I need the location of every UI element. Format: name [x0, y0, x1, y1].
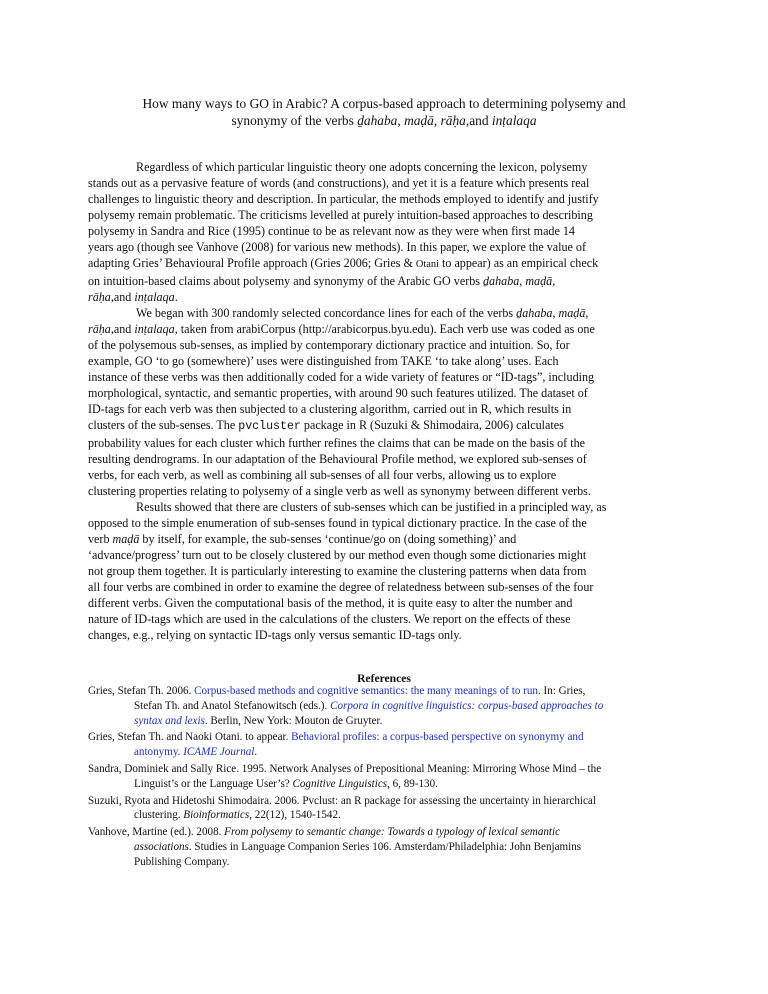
reference-link[interactable]: Corpus-based methods and cognitive semantics: the many meanings of to run: [194, 685, 538, 697]
p2-line: clusters of the sub-senses. The pvcluster package in R (Suzuki & Shimodaira, 2006) calculates: [88, 418, 564, 433]
p3-line: not group them together. It is particularly interesting to examine the clustering patterns when data from: [88, 564, 587, 578]
otani-name: Otani: [415, 259, 439, 270]
references-heading: References: [357, 672, 411, 685]
title-line-1: How many ways to GO in Arabic? A corpus-based approach to determining polysemy and: [142, 96, 626, 111]
reference-link[interactable]: Corpora in cognitive linguistics: corpus-based approaches to: [330, 699, 604, 712]
p2-line: example, GO ‘to go (somewhere)’ uses were distinguished from TAKE ‘to take along’ uses. Each: [88, 354, 559, 368]
p2-line: ID-tags for each verb was then subjected to a clustering algorithm, carried out in R, which results in: [88, 402, 572, 416]
p2-line: morphological, syntactic, and semantic properties, with around 90 such features utilized. The dataset of: [88, 386, 588, 400]
p3-line: opposed to the simple enumeration of sub-senses found in typical dictionary practice. In the case of the: [88, 516, 587, 530]
p1-line: challenges to linguistic theory and description. In particular, the methods employed to identify and justify: [88, 192, 599, 206]
reference-link[interactable]: antonymy: [134, 746, 178, 759]
reference-suzuki: Suzuki, Ryota and Hidetoshi Shimodaira. 2006. Pvclust: an R package for assessing the uncertainty in hierarchical clustering. Bioinformatics, 22(12), 1540-1542.: [88, 794, 596, 822]
p3-line: all four verbs are combined in order to examine the degree of relatedness between sub-senses of the four: [88, 580, 594, 594]
reference-gries-otani: Gries, Stefan Th. and Naoki Otani. to appear. Behavioral profiles: a corpus-based perspective on synonymy and antonymy. ICAME Journal.: [88, 731, 584, 759]
abstract-body: [88, 159, 680, 643]
p1-line: adapting Gries’ Behavioural Profile approach (Gries 2006; Gries & Otani to appear) as an empirical check: [88, 256, 599, 270]
p1-line: rāḥa,and inṭalaqa.: [88, 290, 178, 304]
p1-line: polysemy in Sandra and Rice (1995) continue to be as relevant now as they were when first made 14: [88, 224, 575, 238]
references-list: [88, 684, 688, 872]
verb-dhahaba: ḏahaba: [357, 113, 398, 128]
title-line-2: synonymy of the verbs ḏahaba, maḍā, rāḥa,and inṭalaqa: [231, 113, 537, 128]
paper-title: [80, 95, 688, 129]
p2-line: instance of these verbs was then additionally coded for a wide variety of features or “ID-tags”, including: [88, 370, 595, 384]
p3-line: changes, e.g., relying on syntactic ID-tags only versus semantic ID-tags only.: [88, 628, 462, 642]
p2-line: of the polysemous sub-senses, as implied by contemporary dictionary practice and intuition. So, for: [88, 338, 570, 352]
reference-link[interactable]: Behavioral profiles: a corpus-based perspective on synonymy and: [291, 731, 584, 744]
p2-line: verbs, for each verb, as well as combining all sub-senses of all four verbs, allowing us to explore: [88, 468, 557, 482]
verb-intalaqa: inṭalaqa: [491, 113, 537, 128]
reference-link[interactable]: syntax and lexis: [134, 714, 205, 727]
p3-line: nature of ID-tags which are used in the calculations of the clusters. We report on the effects of these: [88, 612, 571, 626]
verb-mada: maḍā: [404, 113, 434, 128]
p2-line: rāḥa,and inṭalaqa, taken from arabiCorpus (http://arabicorpus.byu.edu). Each verb use was coded as one: [88, 322, 595, 336]
p3-line: ‘advance/progress’ turn out to be closely clustered by our method even though some dictionaries might: [88, 548, 587, 562]
p1-line: polysemy remain problematic. The criticisms levelled at purely intuition-based approaches to describing: [88, 208, 593, 222]
p1-line: on intuition-based claims about polysemy and synonymy of the Arabic GO verbs ḏahaba, maḍā,: [88, 274, 556, 288]
p2-line: We began with 300 randomly selected concordance lines for each of the verbs ḏahaba, maḍā,: [136, 306, 589, 320]
p1-line: stands out as a pervasive feature of words (and constructions), and yet it is a feature which presents real: [88, 176, 590, 190]
p3-line: Results showed that there are clusters of sub-senses which can be justified in a principled way, as: [136, 500, 607, 514]
p2-line: probability values for each cluster which further refines the claims that can be made on the basis of the: [88, 436, 586, 450]
p1-line: years ago (though see Vanhove (2008) for various new methods). In this paper, we explore the value of: [88, 240, 587, 254]
p3-line: different verbs. Given the computational basis of the method, it is quite easy to alter the number and: [88, 596, 573, 610]
p2-line: resulting dendrograms. In our adaptation of the Behavioural Profile method, we explored sub-senses of: [88, 452, 587, 466]
verb-raha: rāḥa: [440, 113, 466, 128]
reference-gries-2006: Gries, Stefan Th. 2006. Corpus-based methods and cognitive semantics: the many meanings of to run. In: Gries, Stefan Th. and Anatol Stefanowitsch (eds.). Corpora in cognitive linguistics: corpus-based approaches to syntax and lexis. Berlin, New York: Mouton de Gruyter.: [88, 685, 604, 727]
reference-sandra-rice: Sandra, Dominiek and Sally Rice. 1995. Network Analyses of Prepositional Meaning: Mirroring Whose Mind – the Linguist’s or the Language User’s? Cognitive Linguistics, 6, 89-130.: [88, 762, 602, 790]
p2-line: clustering properties relating to polysemy of a single verb as well as synonymy between different verbs.: [88, 484, 591, 498]
pvcluster-code: pvcluster: [238, 420, 301, 433]
p3-line: verb maḍā by itself, for example, the sub-senses ‘continue/go on (doing something)’ and: [88, 532, 517, 546]
reference-link[interactable]: ICAME Journal: [183, 746, 255, 759]
reference-vanhove: Vanhove, Martine (ed.). 2008. From polysemy to semantic change: Towards a typology of lexical semantic associations. Studies in Language Companion Series 106. Amsterdam/Philadelphia: John Benjamins Publishing Company.: [88, 826, 582, 868]
p1-line: Regardless of which particular linguistic theory one adopts concerning the lexicon, polysemy: [136, 160, 588, 174]
